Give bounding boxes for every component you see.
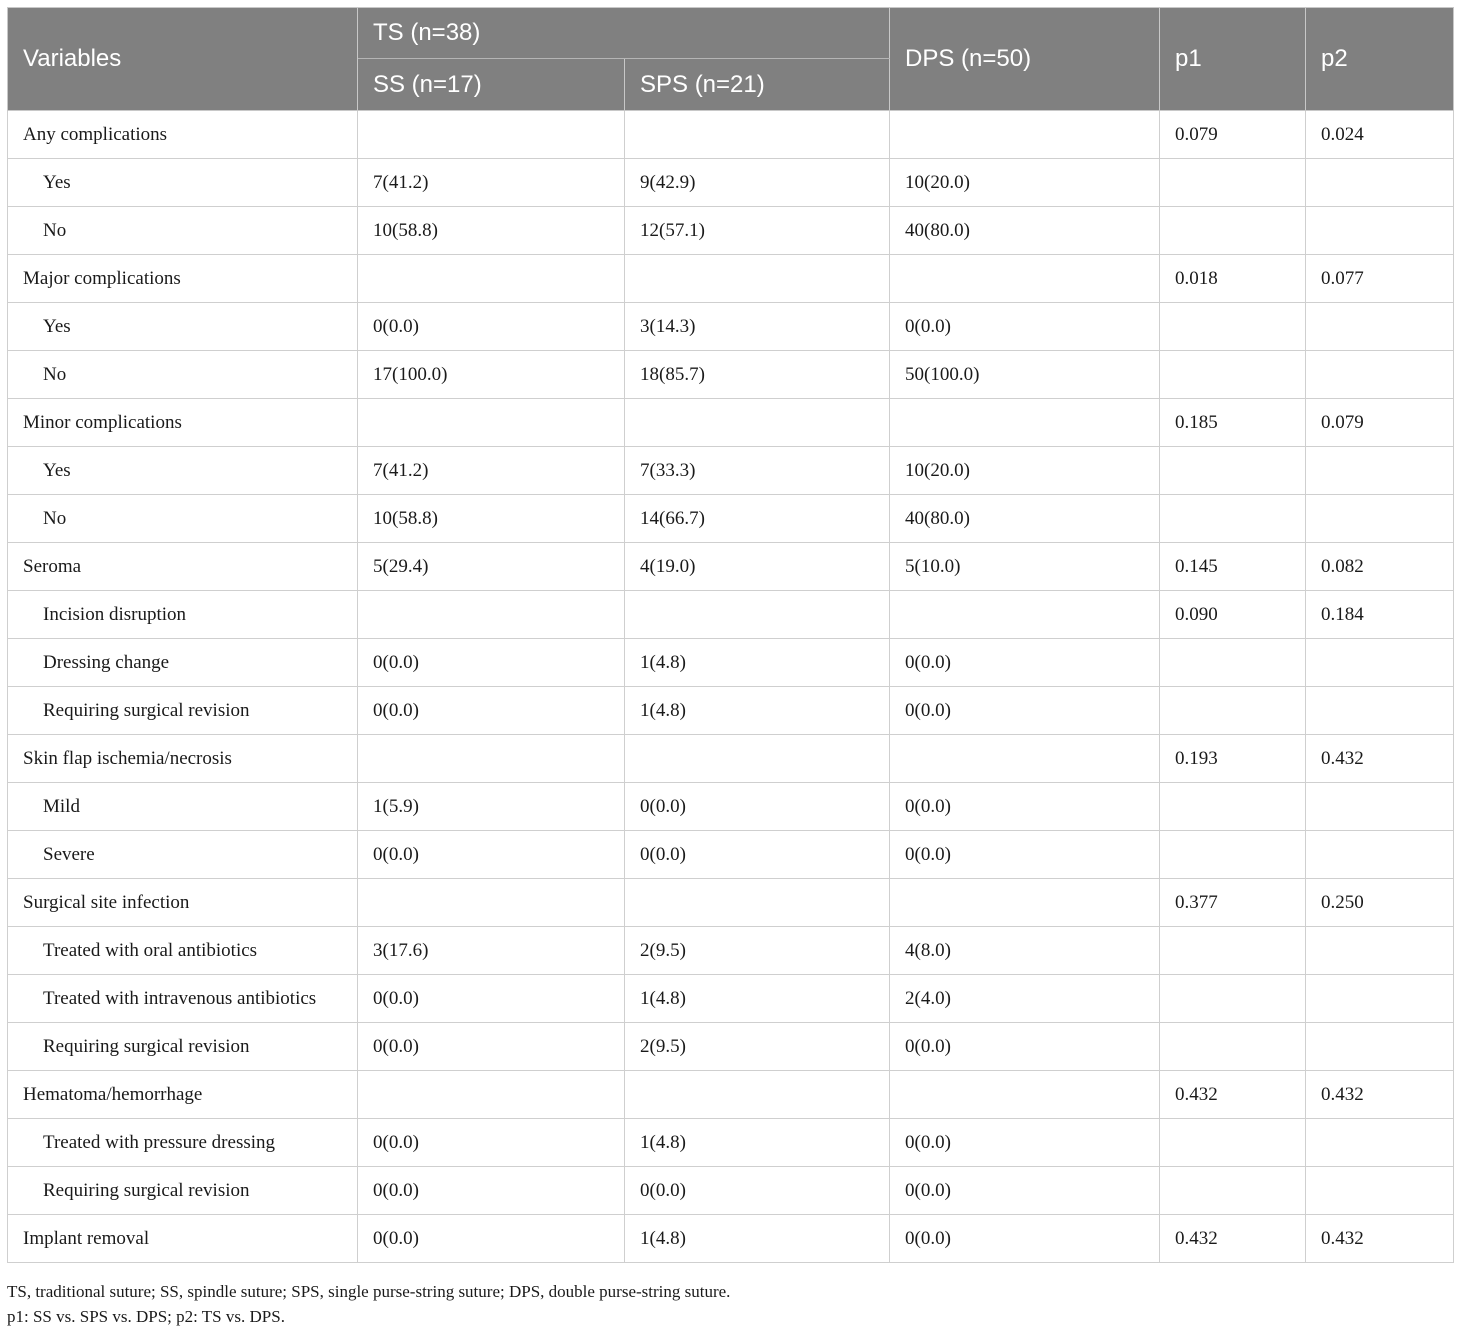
cell-ss: 10(58.8) [358,495,625,543]
cell-p2 [1306,207,1454,255]
row-label: Dressing change [8,639,358,687]
row-label: Incision disruption [8,591,358,639]
cell-ss: 0(0.0) [358,1215,625,1263]
row-label: Yes [8,447,358,495]
row-label: Requiring surgical revision [8,687,358,735]
cell-p1: 0.193 [1160,735,1306,783]
footnote-abbreviations: TS, traditional suture; SS, spindle suture; SPS, single purse-string suture; DPS, double purse-string suture. [7,1282,731,1301]
row-label: Treated with pressure dressing [8,1119,358,1167]
cell-ss: 7(41.2) [358,447,625,495]
header-p2: p2 [1306,8,1454,111]
cell-p2: 0.079 [1306,399,1454,447]
cell-dps [890,399,1160,447]
header-sps: SPS (n=21) [625,59,890,111]
cell-sps [625,591,890,639]
cell-p1 [1160,1023,1306,1071]
header-ss: SS (n=17) [358,59,625,111]
cell-sps: 1(4.8) [625,975,890,1023]
cell-dps: 0(0.0) [890,783,1160,831]
row-label: Skin flap ischemia/necrosis [8,735,358,783]
cell-sps: 0(0.0) [625,783,890,831]
cell-dps: 5(10.0) [890,543,1160,591]
cell-ss: 10(58.8) [358,207,625,255]
cell-dps: 10(20.0) [890,159,1160,207]
table-row [8,399,1454,447]
cell-sps: 2(9.5) [625,927,890,975]
cell-ss [358,255,625,303]
cell-dps: 40(80.0) [890,207,1160,255]
cell-p2 [1306,831,1454,879]
cell-ss [358,111,625,159]
cell-dps [890,591,1160,639]
cell-p2 [1306,159,1454,207]
cell-p2: 0.082 [1306,543,1454,591]
cell-p1 [1160,639,1306,687]
cell-p1: 0.185 [1160,399,1306,447]
row-label: Minor complications [8,399,358,447]
complications-table-container [7,7,1453,1263]
table-row [8,735,1454,783]
cell-ss: 0(0.0) [358,1119,625,1167]
row-label: Requiring surgical revision [8,1023,358,1071]
cell-dps: 0(0.0) [890,1023,1160,1071]
cell-dps [890,879,1160,927]
cell-p2: 0.184 [1306,591,1454,639]
cell-p2 [1306,1023,1454,1071]
cell-dps: 10(20.0) [890,447,1160,495]
header-dps: DPS (n=50) [890,8,1160,111]
table-row [8,303,1454,351]
cell-p1 [1160,927,1306,975]
cell-dps: 0(0.0) [890,1167,1160,1215]
cell-sps: 12(57.1) [625,207,890,255]
table-body [8,111,1454,1263]
cell-sps: 2(9.5) [625,1023,890,1071]
cell-ss [358,879,625,927]
table-row [8,687,1454,735]
table-row [8,1119,1454,1167]
cell-p2 [1306,1119,1454,1167]
cell-dps: 0(0.0) [890,303,1160,351]
row-label: Mild [8,783,358,831]
header-variables: Variables [8,8,358,111]
cell-dps: 0(0.0) [890,1215,1160,1263]
cell-ss: 5(29.4) [358,543,625,591]
cell-dps: 0(0.0) [890,1119,1160,1167]
cell-ss [358,399,625,447]
cell-p1 [1160,1167,1306,1215]
row-label: No [8,351,358,399]
cell-ss: 0(0.0) [358,975,625,1023]
cell-ss: 1(5.9) [358,783,625,831]
table-row [8,207,1454,255]
cell-p1 [1160,303,1306,351]
cell-sps [625,255,890,303]
cell-p1 [1160,351,1306,399]
cell-dps: 0(0.0) [890,639,1160,687]
table-header [8,8,1454,111]
table-row [8,495,1454,543]
cell-sps [625,1071,890,1119]
row-label: Severe [8,831,358,879]
row-label: Hematoma/hemorrhage [8,1071,358,1119]
cell-sps: 14(66.7) [625,495,890,543]
cell-p1: 0.145 [1160,543,1306,591]
cell-p1: 0.432 [1160,1215,1306,1263]
cell-p2 [1306,639,1454,687]
table-row [8,639,1454,687]
table-row [8,159,1454,207]
cell-sps [625,399,890,447]
cell-p1 [1160,1119,1306,1167]
cell-sps: 1(4.8) [625,687,890,735]
cell-dps [890,1071,1160,1119]
cell-p2 [1306,783,1454,831]
complications-table [7,7,1454,1263]
row-label: Yes [8,159,358,207]
cell-p2: 0.432 [1306,1215,1454,1263]
table-row [8,1071,1454,1119]
cell-dps: 2(4.0) [890,975,1160,1023]
cell-sps: 1(4.8) [625,1215,890,1263]
table-row [8,591,1454,639]
cell-sps: 0(0.0) [625,1167,890,1215]
cell-p1: 0.079 [1160,111,1306,159]
table-row [8,351,1454,399]
table-row [8,975,1454,1023]
row-label: Seroma [8,543,358,591]
cell-p2 [1306,687,1454,735]
cell-p2 [1306,1167,1454,1215]
cell-sps: 1(4.8) [625,639,890,687]
table-row [8,1167,1454,1215]
table-row [8,255,1454,303]
cell-dps: 0(0.0) [890,687,1160,735]
row-label: No [8,207,358,255]
cell-p2 [1306,927,1454,975]
cell-ss: 0(0.0) [358,1167,625,1215]
cell-p1: 0.432 [1160,1071,1306,1119]
cell-p1: 0.090 [1160,591,1306,639]
table-row [8,1023,1454,1071]
cell-p2 [1306,351,1454,399]
cell-p1 [1160,783,1306,831]
cell-ss [358,591,625,639]
row-label: Surgical site infection [8,879,358,927]
table-row [8,1215,1454,1263]
cell-p1 [1160,495,1306,543]
row-label: Requiring surgical revision [8,1167,358,1215]
cell-sps [625,735,890,783]
row-label: No [8,495,358,543]
cell-sps: 1(4.8) [625,1119,890,1167]
row-label: Major complications [8,255,358,303]
cell-dps [890,111,1160,159]
cell-sps: 7(33.3) [625,447,890,495]
cell-sps: 18(85.7) [625,351,890,399]
row-label: Treated with intravenous antibiotics [8,975,358,1023]
table-row [8,927,1454,975]
cell-sps: 0(0.0) [625,831,890,879]
table-row [8,831,1454,879]
cell-p1 [1160,207,1306,255]
row-label: Any complications [8,111,358,159]
cell-p2 [1306,447,1454,495]
row-label: Treated with oral antibiotics [8,927,358,975]
cell-dps [890,255,1160,303]
cell-p1: 0.377 [1160,879,1306,927]
cell-dps [890,735,1160,783]
cell-dps: 50(100.0) [890,351,1160,399]
row-label: Yes [8,303,358,351]
cell-p2 [1306,495,1454,543]
cell-sps: 9(42.9) [625,159,890,207]
cell-sps [625,879,890,927]
cell-ss: 0(0.0) [358,303,625,351]
cell-ss: 0(0.0) [358,687,625,735]
cell-dps: 0(0.0) [890,831,1160,879]
cell-ss [358,1071,625,1119]
cell-p2 [1306,303,1454,351]
table-footnotes [7,1279,730,1329]
cell-sps: 3(14.3) [625,303,890,351]
table-row [8,879,1454,927]
cell-p2: 0.024 [1306,111,1454,159]
cell-ss: 0(0.0) [358,1023,625,1071]
cell-dps: 40(80.0) [890,495,1160,543]
cell-p2: 0.432 [1306,1071,1454,1119]
cell-ss: 0(0.0) [358,831,625,879]
table-row [8,447,1454,495]
cell-p1 [1160,975,1306,1023]
cell-ss: 17(100.0) [358,351,625,399]
cell-p1 [1160,447,1306,495]
cell-sps [625,111,890,159]
header-ts-group: TS (n=38) [358,8,890,59]
cell-ss: 3(17.6) [358,927,625,975]
row-label: Implant removal [8,1215,358,1263]
cell-p1 [1160,687,1306,735]
cell-ss: 7(41.2) [358,159,625,207]
footnote-pvalues: p1: SS vs. SPS vs. DPS; p2: TS vs. DPS. [7,1307,285,1326]
cell-p2: 0.432 [1306,735,1454,783]
cell-p2: 0.250 [1306,879,1454,927]
table-row [8,111,1454,159]
header-p1: p1 [1160,8,1306,111]
table-row [8,543,1454,591]
cell-p2 [1306,975,1454,1023]
cell-p1 [1160,159,1306,207]
cell-p2: 0.077 [1306,255,1454,303]
table-row [8,783,1454,831]
cell-p1: 0.018 [1160,255,1306,303]
cell-dps: 4(8.0) [890,927,1160,975]
cell-ss [358,735,625,783]
cell-ss: 0(0.0) [358,639,625,687]
cell-sps: 4(19.0) [625,543,890,591]
cell-p1 [1160,831,1306,879]
